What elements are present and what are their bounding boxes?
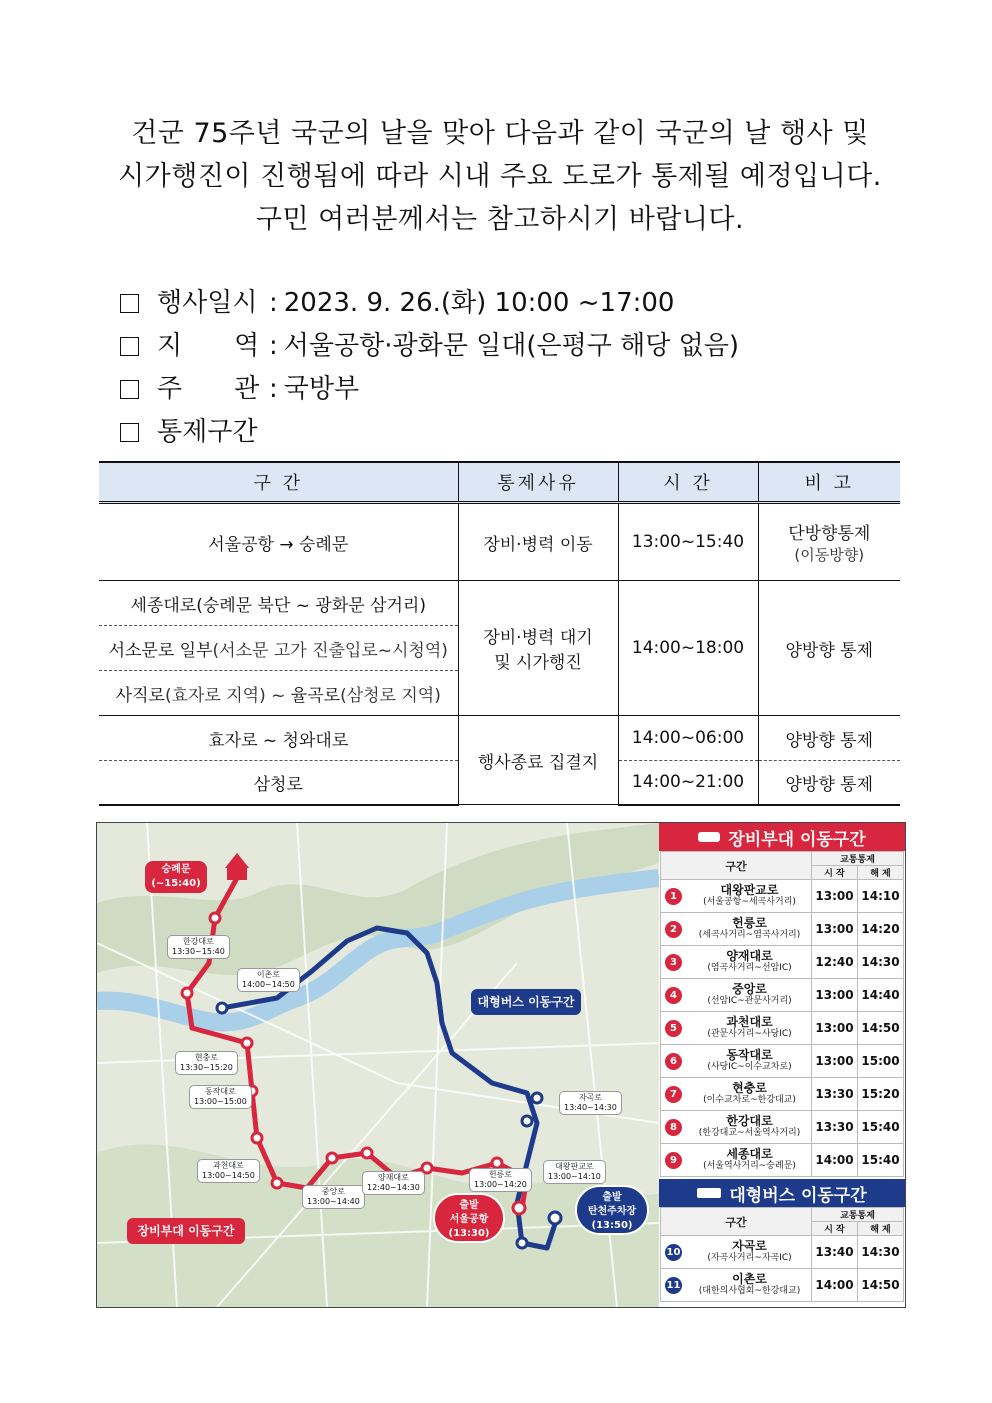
legend-row bbox=[661, 1045, 904, 1078]
legend-row bbox=[661, 1111, 904, 1144]
legend-start: 13:00 bbox=[812, 880, 858, 913]
map-label-hangang: 한강대로 13:30~15:40 bbox=[167, 935, 230, 959]
legend-end: 14:40 bbox=[858, 979, 904, 1012]
legend-row bbox=[661, 979, 904, 1012]
header-time: 시 간 bbox=[618, 462, 758, 503]
legend-section: 8 한강대로 (한강대교~서울역사거리) bbox=[661, 1111, 812, 1144]
legend-end: 14:30 bbox=[858, 1236, 904, 1269]
legend-row bbox=[661, 1012, 904, 1045]
cell-section: 서소문로 일부(서소문 고가 진출입로~시청역) bbox=[99, 626, 458, 671]
legend-section: 3 양재대로 (염곡사거리~선암IC) bbox=[661, 946, 812, 979]
legend-start: 13:30 bbox=[812, 1111, 858, 1144]
equip-route-label: 장비부대 이동구간 bbox=[127, 1218, 245, 1244]
equip-legend-header: 장비부대 이동구간 bbox=[659, 823, 905, 851]
cell-note: 단방향통제 (이동방향) bbox=[758, 503, 900, 581]
legend-end: 15:20 bbox=[858, 1078, 904, 1111]
legend-section: 1 대왕판교로 (서울공항~세곡사거리) bbox=[661, 880, 812, 913]
start-airport-badge: 출발 서울공항 (13:30) bbox=[433, 1193, 505, 1243]
info-value: 서울공항·광화문 일대(은평구 해당 없음) bbox=[283, 331, 739, 361]
cell-section: 효자로 ~ 청와대로 bbox=[99, 716, 458, 761]
bus-legend-header: 대형버스 이동구간 bbox=[659, 1179, 905, 1207]
legend-end: 15:00 bbox=[858, 1045, 904, 1078]
cell-section: 세종대로(숭례문 북단 ~ 광화문 삼거리) bbox=[99, 581, 458, 626]
sungnyemun-label: 숭례문 (~15:40) bbox=[145, 861, 207, 893]
info-label: 지 역 bbox=[157, 331, 260, 361]
event-info bbox=[120, 282, 739, 454]
map-label-yangjae: 양재대로 12:40~14:30 bbox=[362, 1171, 425, 1195]
legend-start: 13:00 bbox=[812, 1012, 858, 1045]
legend-start: 13:30 bbox=[812, 1078, 858, 1111]
legend-section: 5 과천대로 (관문사거리~사당IC) bbox=[661, 1012, 812, 1045]
legend-start: 13:00 bbox=[812, 1045, 858, 1078]
legend-end: 15:40 bbox=[858, 1144, 904, 1177]
legend-section: 11 이촌로 (대한의사협회~한강대교) bbox=[661, 1269, 812, 1302]
header-reason: 통제사유 bbox=[458, 462, 618, 503]
cell-note: 양방향 통제 bbox=[758, 761, 900, 805]
route-number-icon: 7 bbox=[665, 1086, 682, 1103]
cell-note: 양방향 통제 bbox=[758, 581, 900, 716]
checkbox-icon bbox=[120, 337, 139, 356]
intro-line-2: 시가행진이 진행됨에 따라 시내 주요 도로가 통제될 예정입니다. bbox=[118, 161, 882, 192]
route-number-icon: 5 bbox=[665, 1020, 682, 1037]
info-row-datetime: 행사일시 : 2023. 9. 26.(화) 10:00 ~17:00 bbox=[120, 282, 739, 325]
bus-route-label: 대형버스 이동구간 bbox=[471, 989, 581, 1015]
legend-end: 14:50 bbox=[858, 1269, 904, 1302]
info-label: 통제구간 bbox=[157, 417, 258, 447]
header-section: 구 간 bbox=[99, 462, 458, 503]
intro-line-1: 건군 75주년 국군의 날을 맞아 다음과 같이 국군의 날 행사 및 bbox=[131, 118, 869, 149]
cell-reason: 행사종료 집결지 bbox=[458, 716, 618, 805]
legend-start: 13:00 bbox=[812, 913, 858, 946]
route-number-icon: 4 bbox=[665, 987, 682, 1004]
legend-row bbox=[661, 1236, 904, 1269]
table-row bbox=[99, 581, 900, 626]
checkbox-icon bbox=[120, 294, 139, 313]
legend-end: 14:20 bbox=[858, 913, 904, 946]
legend-row bbox=[661, 946, 904, 979]
route-number-icon: 3 bbox=[665, 954, 682, 971]
cell-section: 사직로(효자로 지역) ~ 율곡로(삼청로 지역) bbox=[99, 671, 458, 716]
route-number-icon: 6 bbox=[665, 1053, 682, 1070]
checkbox-icon bbox=[120, 380, 139, 399]
legend-section: 4 중앙로 (선암IC~관문사거리) bbox=[661, 979, 812, 1012]
legend-end: 15:40 bbox=[858, 1111, 904, 1144]
cell-section: 삼청로 bbox=[99, 761, 458, 805]
info-row-host: 주 관 : 국방부 bbox=[120, 368, 739, 411]
cell-reason: 장비·병력 이동 bbox=[458, 503, 618, 581]
legend-section: 10 자곡로 (자곡사거리~자곡IC) bbox=[661, 1236, 812, 1269]
legend-section: 7 현충로 (이수교차로~한강대교) bbox=[661, 1078, 812, 1111]
legend-end: 14:10 bbox=[858, 880, 904, 913]
info-value: 국방부 bbox=[283, 374, 360, 404]
info-row-section bbox=[120, 411, 739, 454]
legend-start: 14:00 bbox=[812, 1144, 858, 1177]
bus-icon bbox=[697, 1188, 721, 1198]
info-row-area: 지 역 : 서울공항·광화문 일대(은평구 해당 없음) bbox=[120, 325, 739, 368]
legend-section: 2 헌릉로 (세곡사거리~염곡사거리) bbox=[661, 913, 812, 946]
map-label-hyeonchung: 현충로 13:30~15:20 bbox=[175, 1051, 238, 1075]
start-bus-badge: 출발 탄천주차장 (13:50) bbox=[575, 1185, 649, 1235]
cell-time: 14:00~06:00 bbox=[618, 716, 758, 761]
table-row bbox=[99, 503, 900, 581]
route-number-icon: 11 bbox=[665, 1277, 682, 1294]
route-number-icon: 8 bbox=[665, 1119, 682, 1136]
route-number-icon: 10 bbox=[665, 1244, 682, 1261]
control-table bbox=[99, 461, 900, 806]
route-number-icon: 1 bbox=[665, 888, 682, 905]
table-row bbox=[99, 716, 900, 761]
legend-row bbox=[661, 880, 904, 913]
cell-section: 서울공항 → 숭례문 bbox=[99, 503, 458, 581]
tank-icon bbox=[698, 832, 720, 842]
map-label-dongjak: 동작대로 13:00~15:00 bbox=[189, 1085, 252, 1109]
info-label: 행사일시 bbox=[157, 288, 258, 318]
legend-start: 12:40 bbox=[812, 946, 858, 979]
checkbox-icon bbox=[120, 423, 139, 442]
map-label-daewang: 대왕판교로 13:00~14:10 bbox=[543, 1160, 606, 1184]
route-number-icon: 2 bbox=[665, 921, 682, 938]
map-label-ichon: 이촌로 14:00~14:50 bbox=[237, 968, 300, 992]
intro-text bbox=[60, 112, 940, 241]
intro-line-3: 구민 여러분께서는 참고하시기 바랍니다. bbox=[255, 204, 745, 235]
legend-section: 6 동작대로 (사당IC~이수교차로) bbox=[661, 1045, 812, 1078]
legend-start: 13:40 bbox=[812, 1236, 858, 1269]
map-label-jungang: 중앙로 13:00~14:40 bbox=[302, 1185, 365, 1209]
equip-legend-table: 구간 교통통제 시 작 해 제 1 대왕판교로 (서울공항~세곡사거리) 13:00 14:10 2 헌릉로 (세곡사거리~염곡사거리) 13:00 14:20 3 양재대로 (염곡사거리~선암IC) 12:40 14:30 4 중앙로 (선암IC~관문사거리) 13:00 14:40 5 과천대로 (관문사거리~사당IC) 13:00 14:50 6 동작대로 (사당IC~이수교차로) 13:00 15:00 7 현충로 (이수교차로~한강대교) 13:30 15:20 8 한강대로 (한강대교~서울역사거리) 13:30 15:40 9 세종대로 (서울역사거리~숭례문) 14:00 15:40 bbox=[660, 851, 904, 1177]
legend-end: 14:50 bbox=[858, 1012, 904, 1045]
map-label-jagok: 자곡로 13:40~14:30 bbox=[559, 1091, 622, 1115]
map-label-heonreung: 헌릉로 13:00~14:20 bbox=[469, 1168, 532, 1192]
legend-end: 14:30 bbox=[858, 946, 904, 979]
legend-row bbox=[661, 1078, 904, 1111]
route-legend bbox=[659, 823, 905, 1307]
info-value: 2023. 9. 26.(화) 10:00 ~17:00 bbox=[283, 288, 675, 318]
map-label-gwacheon: 과천대로 13:00~14:50 bbox=[197, 1159, 260, 1183]
legend-section: 9 세종대로 (서울역사거리~숭례문) bbox=[661, 1144, 812, 1177]
route-map bbox=[96, 822, 906, 1308]
legend-row bbox=[661, 1144, 904, 1177]
table-header-row bbox=[99, 462, 900, 503]
cell-time: 14:00~21:00 bbox=[618, 761, 758, 805]
header-note: 비 고 bbox=[758, 462, 900, 503]
legend-row bbox=[661, 1269, 904, 1302]
cell-time: 13:00~15:40 bbox=[618, 503, 758, 581]
bus-legend-table: 구간 교통통제 시 작 해 제 10 자곡로 (자곡사거리~자곡IC) 13:40 14:30 11 이촌로 (대한의사협회~한강대교) 14:00 14:50 bbox=[660, 1207, 904, 1302]
cell-time: 14:00~18:00 bbox=[618, 581, 758, 716]
legend-start: 13:00 bbox=[812, 979, 858, 1012]
route-number-icon: 9 bbox=[665, 1152, 682, 1169]
legend-start: 14:00 bbox=[812, 1269, 858, 1302]
legend-row bbox=[661, 913, 904, 946]
cell-reason: 장비·병력 대기 및 시가행진 bbox=[458, 581, 618, 716]
info-label: 주 관 bbox=[157, 374, 260, 404]
cell-note: 양방향 통제 bbox=[758, 716, 900, 761]
